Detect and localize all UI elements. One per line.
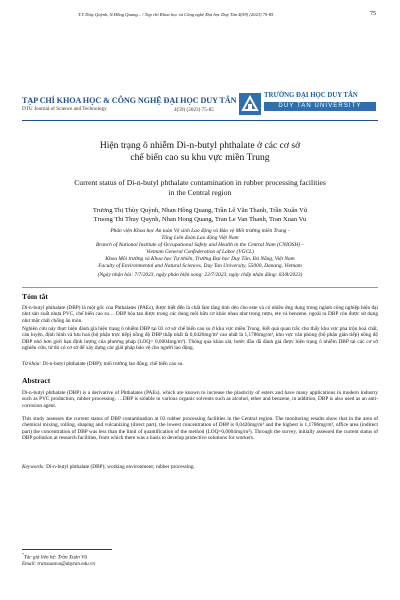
page-number: 75 xyxy=(370,11,376,17)
university-name-en: DUY TAN UNIVERSITY xyxy=(264,102,376,111)
footnote-rule xyxy=(22,549,112,550)
affiliations: Phân viện Khoa học An toàn Vệ sinh Lao động và Bảo vệ Môi trường miền Trung - Tổng Liên đoàn Lao động Việt Nam Branch of National Institute of Occupational Safety and Health in the Central Nam (CNIOSH) – Vietnam General Confederation of Labor (VGCL) Khoa Môi trường và Khoa học Tự nhiên, Trường Đại học Duy Tân, Đà Nẵng, Việt Nam Faculty of Environmental and Natural Sciences, Duy Tan University, 55000, Danang, Vietnam xyxy=(95,228,305,269)
tomtat-paragraph-2: Nghiên cứu này thực hiện đánh giá hiện trạng ô nhiễm DBP tại 03 cơ sở chế biến cao su ở khu vực miền Trung. Kết quả quan trắc cho thấy khu vực pha trộn hoá chất, cán luyện, định hình và lưu hoá (bộ phận trực tiếp) nồng độ DBP thấp nhất là 0,0426mg/m³ cao nhất là 1,1786mg/m³, khu vực văn phòng (bộ phận gián tiếp) nồng độ DBP nhỏ hơn giới hạn định lượng của phương pháp (LOQ= 0,0004mg/m³). Thông qua khảo sát, bước đầu đã đánh giá được hiện trạng ô nhiễm DBP tại các cơ sở nghiên cứu, từ đó có cơ sở để xây dựng các giải pháp bảo vệ cho người lao động. xyxy=(22,326,378,351)
article-dates: (Ngày nhận bài: 7/7/2023, ngày phản biện xong: 22/7/2023, ngày chấp nhận đăng: 03/8/2023) xyxy=(97,272,303,278)
tomtat-paragraph-1: Di-n-butyl phthalate (DBP) là một gốc của Phthalates (PAEs), được biết đến là chất làm tăng tính dẻo cho este và có nhiều ứng dụng trong ngành công nghiệp hiện đại như sản xuất nhựa PVC, chế biến cao su… DBP hòa tan được trong các dung môi hữu cơ khác nhau như trong rượu, ete và benzene, ngoài ra DBP còn được sử dụng như một chất chống ăn mòn. xyxy=(22,305,378,324)
university-name: TRƯỜNG ĐẠI HỌC DUY TÂN xyxy=(264,92,358,99)
authors-en: Truong Thi Thuy Quynh, Nhan Hong Quang, Tran Le Van Thanh, Tran Xuan Vu xyxy=(93,216,307,223)
university-logo-icon xyxy=(238,92,262,116)
abstract-keywords: Keywords: Di-n-butyl phthalate (DBP); working environment; rubber processing. xyxy=(22,464,195,470)
article-title-vn: Hiện trạng ô nhiễm Di-n-butyl phthalate ở các cơ sở chế biến cao su khu vực miền Trung xyxy=(99,140,301,163)
journal-title: TẠP CHÍ KHOA HỌC & CÔNG NGHỆ ĐẠI HỌC DUY TÂN xyxy=(22,96,237,105)
abstract-paragraph-1: Di-n-butyl phthalate (DBP) is a derivative of Phthalates (PAEs), which are known to increase the plasticity of esters and have many applications in modern industry such as PVC production, rubber processing. …DBP is soluble in various organic solvents such as alcohol, ether and benzene, in addition, DBP is also used as an anti-corrosion agent. xyxy=(22,390,378,409)
tomtat-keywords: Từ khóa: Di-n-butyl phthalate (DBP); môi trường lao động; chế biến cao su. xyxy=(22,361,184,367)
journal-title-en: DTU Journal of Science and Technology xyxy=(22,106,107,112)
abstract-paragraph-2: This study assesses the current status of DBP contamination at 03 rubber processing facilities in the Central region. The monitoring results show that in the area of chemical mixing, rolling, shaping and vulcanizing (direct part), the lowest concentration of DBP is 0,0426mg/m³ and the highest is 1,1786mg/m³, office area (indirect part) the concentration of DBP was less than the limit of quantification of the method (LOQ=0,0004mg/m³). Through the survey, initially assessed the current status of DBP pollution at research facilities, from which there was a basis to develop protective solutions for workers. xyxy=(22,416,378,441)
abstract-heading: Abstract xyxy=(22,376,51,385)
tomtat-heading: Tóm tắt xyxy=(22,292,48,301)
running-header: T.T.Thùy Quỳnh, N.Hồng Quang... / Tạp chí Khoa học và Công nghệ Đại học Duy Tân 4(59) (2023) 75-85 xyxy=(78,12,274,17)
article-title-en: Current status of Di-n-butyl phthalate contamination in rubber processing facilities in the Central region xyxy=(74,178,326,197)
journal-issue: 4(59) (2023) 75-85 xyxy=(174,107,214,113)
authors-vn: Trương Thị Thùy Quỳnh, Nhan Hồng Quang, Trần Lê Văn Thanh, Trần Xuân Vũ xyxy=(92,207,308,214)
footnote: *Tác giả liên hệ: Trần Xuân Vũ Email: tranxuanvu@duytan.edu.vn xyxy=(22,553,95,568)
header-rule xyxy=(22,120,378,121)
section-rule xyxy=(22,287,378,288)
